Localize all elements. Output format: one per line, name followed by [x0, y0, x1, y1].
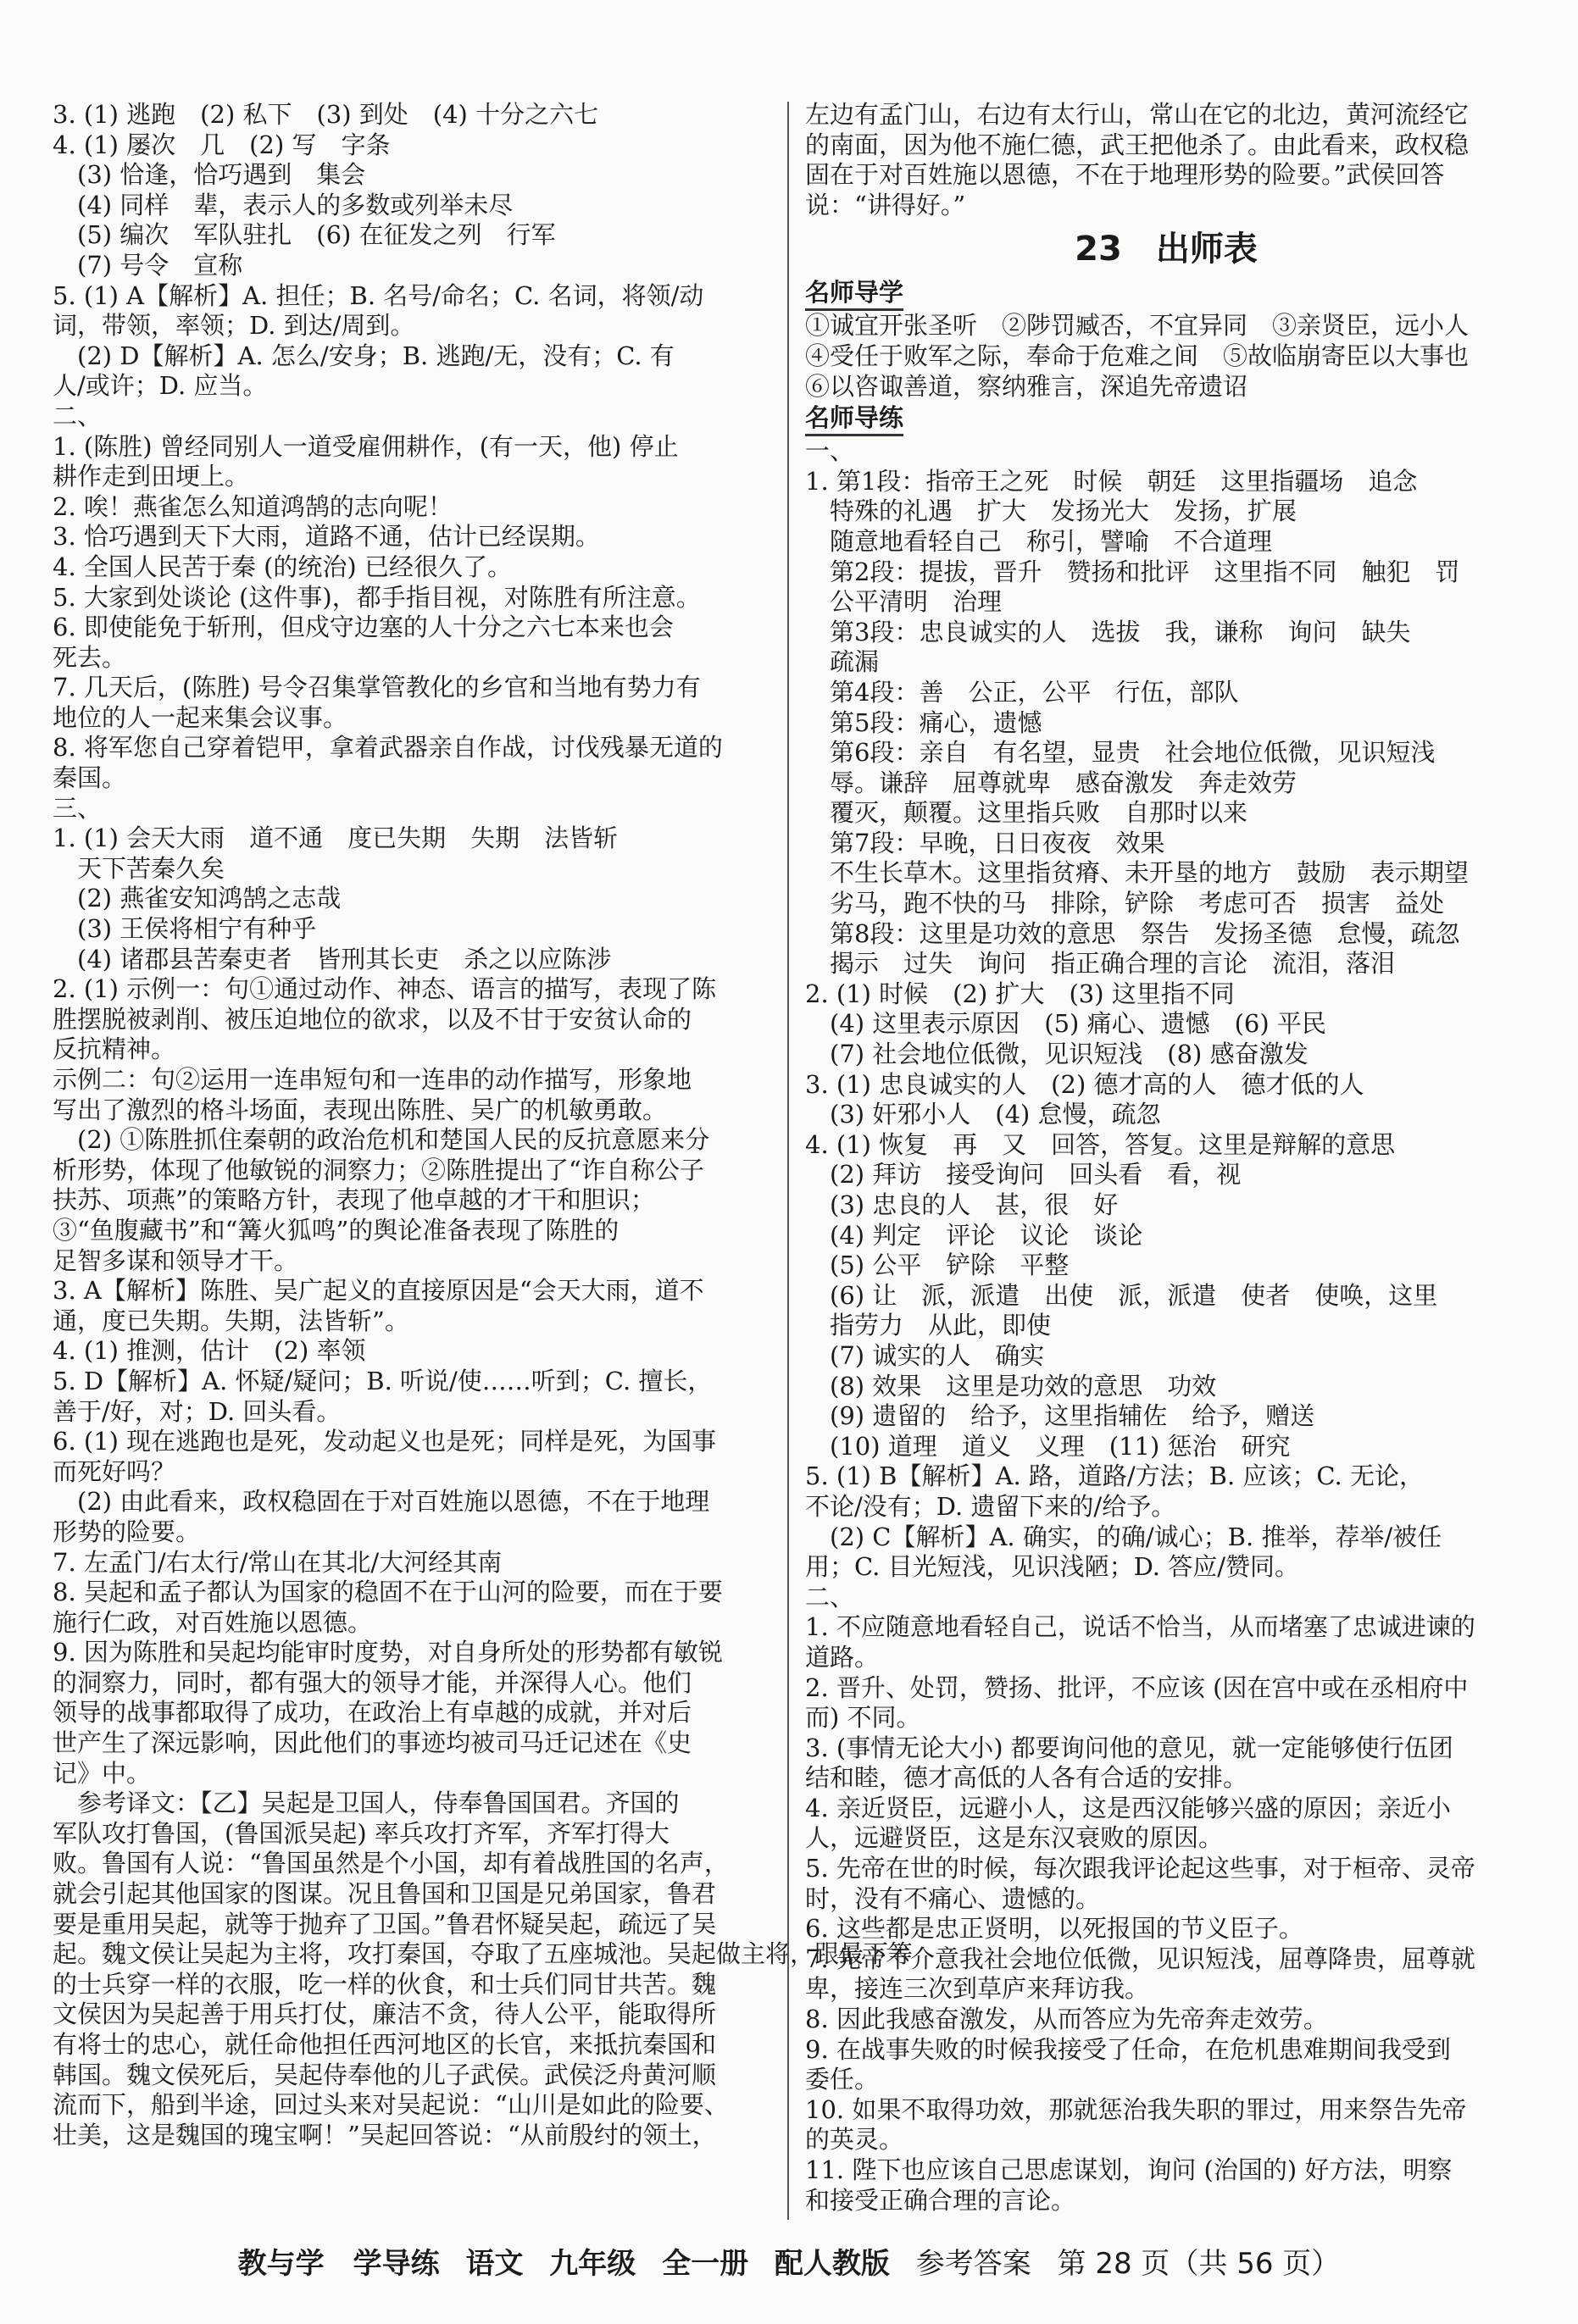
- text-line: 地位的人一起来集会议事。: [53, 702, 348, 732]
- text-line: 1. (陈胜) 曾经同别人一道受雇佣耕作，(有一天，他) 停止: [53, 431, 679, 461]
- text-line: 疏漏: [805, 647, 880, 677]
- text-line: 起。魏文侯让吴起为主将，攻打秦国，夺取了五座城池。吴起做主将，跟最下等: [53, 1939, 914, 1969]
- text-line: 第6段：亲自 有名望，显贵 社会地位低微，见识短浅: [805, 738, 1436, 768]
- text-line: ④受任于败军之际，奉命于危难之间 ⑤故临崩寄臣以大事也: [805, 341, 1470, 370]
- text-line: 第8段：这里是功效的意思 祭告 发扬圣德 怠慢，疏忽: [805, 918, 1460, 948]
- text-line: 的洞察力，同时，都有强大的领导才能，并深得人心。他们: [53, 1667, 692, 1697]
- text-line: 流而下，船到半途，回过头来对吴起说：“山川是如此的险要、: [53, 2090, 729, 2120]
- text-line: ③“鱼腹藏书”和“篝火狐鸣”的舆论准备表现了陈胜的: [53, 1215, 620, 1245]
- text-line: 2. 唉！燕雀怎么知道鸿鹄的志向呢！: [53, 491, 453, 521]
- text-line: (5) 编次 军队驻扎 (6) 在征发之列 行军: [53, 220, 556, 250]
- guide-lines: [805, 311, 1527, 402]
- text-line: 形势的险要。: [53, 1517, 201, 1546]
- translation-continued: [805, 100, 1527, 220]
- text-line: 指劳力 从此，即使: [805, 1311, 1052, 1340]
- text-line: 扶苏、项燕”的策略方针，表现了他卓越的才干和胆识；: [53, 1185, 655, 1215]
- text-line: 第4段：善 公正，公平 行伍，部队: [805, 677, 1239, 707]
- text-line: (2) 拜访 接受询问 回头看 看，视: [805, 1160, 1242, 1190]
- text-line: 4. 全国人民苦于秦 (的统治) 已经很久了。: [53, 552, 512, 581]
- text-line: 特殊的礼遇 扩大 发扬光大 发扬，扩展: [805, 496, 1297, 526]
- text-line: 第2段：提拔，晋升 赞扬和批评 这里指不同 触犯 罚: [805, 557, 1460, 586]
- text-line: 世产生了深远影响，因此他们的事迹均被司马迁记述在《史: [53, 1728, 692, 1758]
- text-line: 7. 先帝不介意我社会地位低微，见识短浅，屈尊降贵，屈尊就: [805, 1944, 1475, 1973]
- footer-section: 参考答案: [915, 2247, 1031, 2281]
- text-line: 1. (1) 会天大雨 道不通 度已失期 失期 法皆斩: [53, 824, 619, 853]
- text-line: 3. 恰巧遇到天下大雨，道路不通，估计已经误期。: [53, 522, 600, 552]
- text-line: 3. (1) 忠良诚实的人 (2) 德才高的人 德才低的人: [805, 1069, 1364, 1099]
- text-line: 记》中。: [53, 1758, 152, 1788]
- text-line: 秦国。: [53, 763, 127, 793]
- footer-volume: 全一册: [662, 2247, 749, 2281]
- text-line: 二、: [805, 1582, 855, 1611]
- text-line: 耕作走到田埂上。: [53, 462, 250, 491]
- text-line: 的士兵穿一样的衣服，吃一样的伙食，和士兵们同甘共苦。魏: [53, 1969, 717, 1999]
- text-line: 有将士的忠心，就任命他担任西河地区的长官，来抵抗秦国和: [53, 2030, 717, 2059]
- text-line: 2. (1) 时候 (2) 扩大 (3) 这里指不同: [805, 979, 1235, 1008]
- text-line: (3) 王侯将相宁有种乎: [53, 914, 317, 944]
- text-line: 辱。谦辞 屈尊就卑 感奋激发 奔走效劳: [805, 768, 1297, 797]
- text-line: 用；C. 目光短浅，见识浅陋；D. 答应/赞同。: [805, 1552, 1300, 1582]
- text-line: 6. 即使能免于斩刑，但戍守边塞的人十分之六七本来也会: [53, 613, 674, 642]
- text-line: 10. 如果不取得功效，那就惩治我失职的罪过，用来祭告先帝: [805, 2094, 1467, 2124]
- footer-page-number: 第 28 页（共 56 页）: [1057, 2247, 1341, 2281]
- text-line: 2. (1) 示例一：句①通过动作、神态、语言的描写，表现了陈: [53, 974, 717, 1004]
- text-line: (4) 判定 评论 议论 谈论: [805, 1220, 1143, 1250]
- text-line: (2) ①陈胜抓住秦朝的政治危机和楚国人民的反抗意愿来分: [53, 1125, 710, 1155]
- text-line: 天下苦秦久矣: [53, 853, 225, 883]
- text-line: 军队攻打鲁国，(鲁国派吴起) 率兵攻打齐军，齐军打得大: [53, 1818, 670, 1848]
- text-line: 反抗精神。: [53, 1034, 176, 1064]
- text-line: 文侯因为吴起善于用兵打仗，廉洁不贪，待人公平，能取得所: [53, 2000, 717, 2029]
- text-line: 劣马，跑不快的马 排除，铲除 考虑可否 损害 益处: [805, 889, 1445, 918]
- text-line: 二、: [53, 401, 103, 430]
- text-line: 而) 不同。: [805, 1703, 921, 1733]
- text-line: 卑，接连三次到草庐来拜访我。: [805, 1974, 1150, 2004]
- text-line: 覆灭，颠覆。这里指兵败 自那时以来: [805, 798, 1248, 828]
- text-line: 道路。: [805, 1642, 880, 1672]
- text-line: (7) 诚实的人 确实: [805, 1340, 1045, 1370]
- text-line: 一、: [805, 436, 855, 466]
- text-line: 公平清明 治理: [805, 587, 1003, 617]
- text-line: 不论/没有；D. 遗留下来的/给予。: [805, 1491, 1176, 1521]
- text-line: 壮美，这是魏国的瑰宝啊！”吴起回答说：“从前殷纣的领土，: [53, 2120, 717, 2149]
- text-line: (7) 号令 宣称: [53, 250, 243, 280]
- text-line: 3. (1) 逃跑 (2) 私下 (3) 到处 (4) 十分之六七: [53, 100, 599, 129]
- text-line: 的南面，因为他不施仁德，武王把他杀了。由此看来，政权稳: [805, 130, 1470, 159]
- text-line: (2) 由此看来，政权稳固在于对百姓施以恩德，不在于地理: [53, 1487, 710, 1517]
- text-line: 人，远避贤臣，这是东汉衰败的原因。: [805, 1823, 1224, 1853]
- text-line: 随意地看轻自己 称引，譬喻 不合道理: [805, 526, 1273, 556]
- text-line: 8. 因此我感奋激发，从而答应为先帝奔走效劳。: [805, 2005, 1328, 2034]
- text-line: (2) D【解析】A. 怎么/安身；B. 逃跑/无，没有；C. 有: [53, 341, 675, 370]
- text-line: (7) 社会地位低微，见识短浅 (8) 感奋激发: [805, 1040, 1309, 1069]
- right-column: [805, 100, 1527, 2216]
- section-guide-heading: 名师导学: [805, 276, 903, 311]
- text-line: 5. (1) B【解析】A. 路，道路/方法；B. 应该；C. 无论，: [805, 1462, 1424, 1491]
- section-practice-heading: 名师导练: [805, 402, 903, 436]
- text-line: (3) 忠良的人 甚，很 好: [805, 1190, 1119, 1219]
- text-line: 2. 晋升、处罚，赞扬、批评，不应该 (因在宫中或在丞相府中: [805, 1672, 1469, 1702]
- text-line: 施行仁政，对百姓施以恩德。: [53, 1607, 373, 1637]
- text-line: (2) 燕雀安知鸿鹄之志哉: [53, 884, 342, 913]
- text-line: 第7段：早晚，日日夜夜 效果: [805, 828, 1165, 857]
- text-line: (2) C【解析】A. 确实，的确/诚心；B. 推举，荐举/被任: [805, 1522, 1442, 1551]
- text-line: 5. (1) A【解析】A. 担任；B. 名号/命名；C. 名词，将领/动: [53, 280, 704, 310]
- text-line: 参考译文：【乙】吴起是卫国人，侍奉鲁国国君。齐国的: [53, 1789, 680, 1818]
- text-line: 左边有孟门山，右边有太行山，常山在它的北边，黄河流经它: [805, 100, 1470, 129]
- text-line: 人/或许；D. 应当。: [53, 371, 268, 401]
- text-line: (9) 遗留的 给予，这里指辅佐 给予，赠送: [805, 1401, 1315, 1431]
- text-line: (10) 道理 道义 义理 (11) 惩治 研究: [805, 1431, 1291, 1461]
- text-line: 4. 亲近贤臣，远避小人，这是西汉能够兴盛的原因；亲近小: [805, 1793, 1451, 1822]
- text-line: 而死好吗？: [53, 1456, 176, 1486]
- text-line: 1. 第1段：指帝王之死 时候 朝廷 这里指疆场 追念: [805, 466, 1418, 496]
- text-line: 4. (1) 推测，估计 (2) 率领: [53, 1336, 366, 1366]
- text-line: 8. 将军您自己穿着铠甲，拿着武器亲自作战，讨伐残暴无道的: [53, 733, 723, 763]
- footer-brand: 教与学 学导练: [237, 2247, 440, 2281]
- text-line: (5) 公平 铲除 平整: [805, 1251, 1070, 1280]
- text-line: 胜摆脱被剥削、被压迫地位的欲求，以及不甘于安贫认命的: [53, 1004, 692, 1034]
- text-line: 和接受正确合理的言论。: [805, 2185, 1076, 2215]
- text-line: 5. 先帝在世的时候，每次跟我评论起这些事，对于桓帝、灵帝: [805, 1854, 1475, 1883]
- footer-subject: 语文: [465, 2247, 524, 2281]
- text-line: (4) 诸郡县苦秦吏者 皆刑其长吏 杀之以应陈涉: [53, 944, 612, 973]
- text-line: 词，带领，率领；D. 到达/周到。: [53, 311, 415, 341]
- text-line: 的英灵。: [805, 2125, 904, 2155]
- text-line: ①诚宜开张圣听 ②陟罚臧否，不宜异同 ③亲贤臣，远小人: [805, 311, 1470, 341]
- text-line: 领导的战事都取得了成功，在政治上有卓越的成就，并对后: [53, 1698, 692, 1728]
- text-line: 析形势，体现了他敏锐的洞察力；②陈胜提出了“诈自称公子: [53, 1155, 704, 1184]
- text-line: 时，没有不痛心、遗憾的。: [805, 1883, 1101, 1913]
- text-line: 通，度已失期。失期，法皆斩”。: [53, 1306, 409, 1335]
- text-line: 韩国。魏文侯死后，吴起侍奉他的儿子武侯。武侯泛舟黄河顺: [53, 2060, 717, 2089]
- column-divider: [787, 102, 789, 2220]
- text-line: 7. 几天后，(陈胜) 号令召集掌管教化的乡官和当地有势力有: [53, 673, 701, 702]
- text-line: 说：“讲得好。”: [805, 190, 966, 219]
- text-line: 3. (事情无论大小) 都要询问他的意见，就一定能够使行伍团: [805, 1733, 1453, 1762]
- text-line: 揭示 过失 询问 指正确合理的言论 流泪，落泪: [805, 949, 1396, 979]
- text-line: 9. 在战事失败的时候我接受了任命，在危机患难期间我受到: [805, 2034, 1451, 2064]
- text-line: 就会引起其他国家的图谋。况且鲁国和卫国是兄弟国家，鲁君: [53, 1879, 717, 1909]
- lesson-title: 23 出师表: [1075, 230, 1258, 269]
- text-line: 5. D【解析】A. 怀疑/疑问；B. 听说/使……听到；C. 擅长，: [53, 1366, 713, 1395]
- text-line: 第5段：痛心，遗憾: [805, 707, 1042, 737]
- text-line: 3. A【解析】陈胜、吴广起义的直接原因是“会天大雨，道不: [53, 1276, 704, 1306]
- text-line: 5. 大家到处谈论 (这件事)，都手指目视，对陈胜有所注意。: [53, 582, 701, 612]
- text-line: 不生长草木。这里指贫瘠、未开垦的地方 鼓励 表示期望: [805, 858, 1470, 888]
- text-line: (4) 同样 辈，表示人的多数或列举未尽: [53, 190, 514, 219]
- text-line: 7. 左孟门/右太行/常山在其北/大河经其南: [53, 1547, 503, 1577]
- text-line: 8. 吴起和孟子都认为国家的稳固不在于山河的险要，而在于要: [53, 1578, 723, 1607]
- text-line: 死去。: [53, 642, 127, 672]
- text-line: 4. (1) 恢复 再 又 回答，答复。这里是辩解的意思: [805, 1129, 1396, 1159]
- text-line: 6. 这些都是忠正贤明，以死报国的节义臣子。: [805, 1914, 1303, 1944]
- text-line: 委任。: [805, 2065, 880, 2094]
- footer-edition: 配人教版: [774, 2247, 890, 2281]
- text-line: 11. 陛下也应该自己思虑谋划，询问 (治国的) 好方法，明察: [805, 2155, 1453, 2184]
- text-line: 足智多谋和领导才干。: [53, 1245, 299, 1275]
- text-line: 6. (1) 现在逃跑也是死，发动起义也是死；同样是死，为国事: [53, 1427, 717, 1456]
- text-line: 写出了激烈的格斗场面，表现出陈胜、吴广的机敏勇敢。: [53, 1095, 668, 1124]
- text-line: 三、: [53, 793, 103, 823]
- text-line: 9. 因为陈胜和吴起均能审时度势，对自身所处的形势都有敏锐: [53, 1638, 723, 1667]
- text-line: 要是重用吴起，就等于抛弃了卫国。”鲁君怀疑吴起，疏远了吴: [53, 1909, 717, 1939]
- text-line: ⑥以咨诹善道，察纳雅言，深追先帝遗诏: [805, 371, 1248, 401]
- page-footer: [0, 2244, 1578, 2284]
- text-line: 固在于对百姓施以恩德，不在于地理形势的险要。”武侯回答: [805, 160, 1445, 190]
- text-line: (4) 这里表示原因 (5) 痛心、遗憾 (6) 平民: [805, 1009, 1326, 1039]
- text-line: (3) 恰逢，恰巧遇到 集会: [53, 160, 366, 190]
- text-line: 示例二：句②运用一连串短句和一连串的动作描写，形象地: [53, 1065, 692, 1094]
- text-line: 结和睦，德才高低的人各有合适的安排。: [805, 1763, 1248, 1793]
- practice-lines: [805, 436, 1527, 2216]
- text-line: 4. (1) 屡次 几 (2) 写 字条: [53, 130, 391, 159]
- footer-grade: 九年级: [549, 2247, 636, 2281]
- text-line: 第3段：忠良诚实的人 选拔 我，谦称 询问 缺失: [805, 617, 1411, 646]
- text-line: (3) 奸邪小人 (4) 怠慢，疏忽: [805, 1100, 1161, 1129]
- text-line: (6) 让 派，派遣 出使 派，派遣 使者 使唤，这里: [805, 1280, 1438, 1310]
- text-line: (8) 效果 这里是功效的意思 功效: [805, 1371, 1217, 1401]
- text-line: 善于/好，对；D. 回头看。: [53, 1396, 342, 1426]
- text-line: 1. 不应随意地看轻自己，说话不恰当，从而堵塞了忠诚进谏的: [805, 1612, 1475, 1642]
- text-line: 败。鲁国有人说：“鲁国虽然是个小国，却有着战胜国的名声，: [53, 1849, 729, 1878]
